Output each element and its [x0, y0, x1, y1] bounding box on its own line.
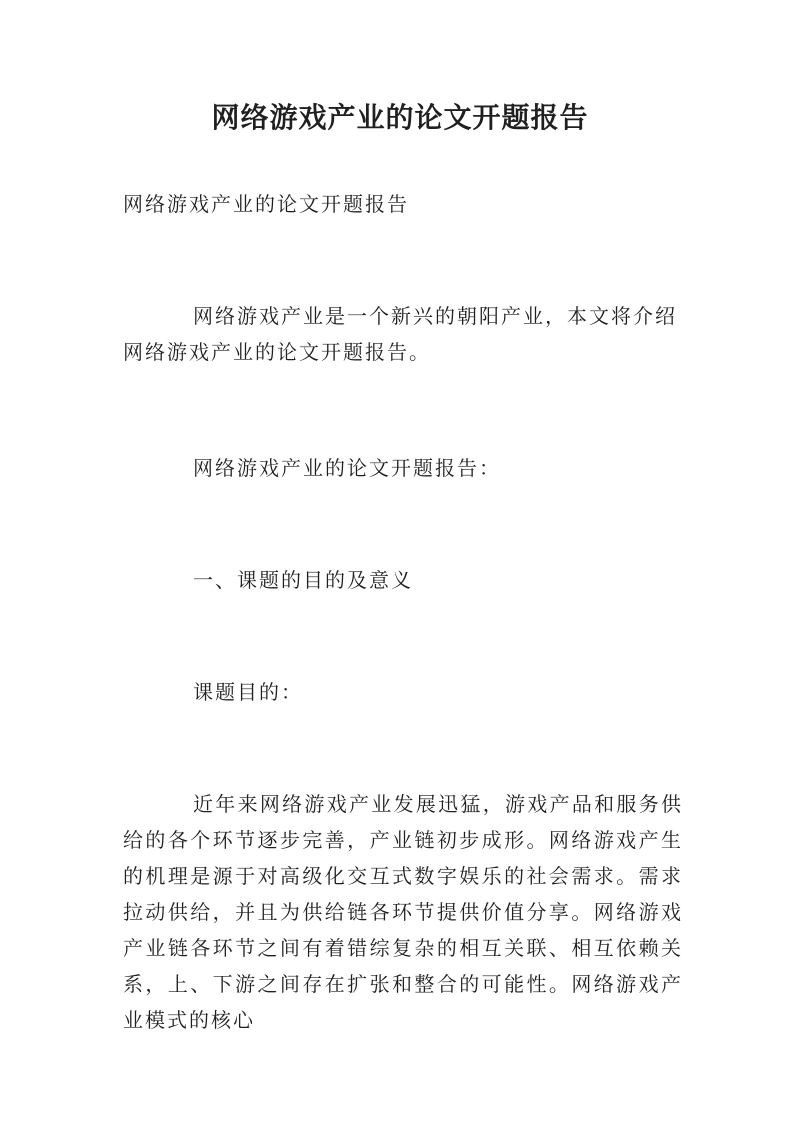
document-subtitle: 网络游戏产业的论文开题报告	[123, 192, 409, 216]
intro-paragraph: 网络游戏产业是一个新兴的朝阳产业，本文将介绍网络游戏产业的论文开题报告。	[123, 304, 677, 364]
report-heading: 网络游戏产业的论文开题报告：	[193, 456, 501, 480]
section-heading-purpose-significance: 一、课题的目的及意义	[193, 568, 413, 592]
purpose-label: 课题目的：	[193, 680, 303, 704]
purpose-body-paragraph: 近年来网络游戏产业发展迅猛，游戏产品和服务供给的各个环节逐步完善，产业链初步成形。网络游戏产生的机理是源于对高级化交互式数字娱乐的社会需求。需求拉动供给，并且为供给链各环节提供价值分享。网络游戏产业链各环节之间有着错综复杂的相互关联、相互依赖关系，上、下游之间存在扩张和整合的可能性。网络游戏产业模式的核心	[123, 792, 683, 1032]
document-title: 网络游戏产业的论文开题报告	[211, 101, 589, 134]
